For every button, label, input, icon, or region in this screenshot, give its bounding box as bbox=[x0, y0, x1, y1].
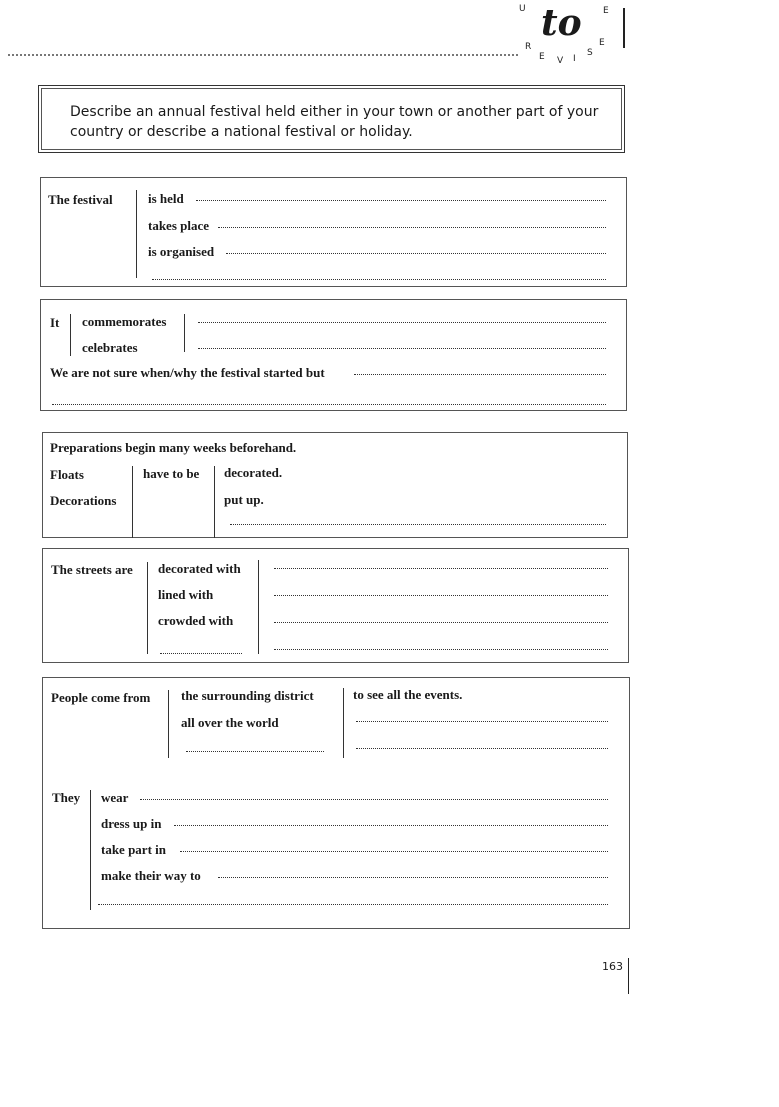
circle-letter: R bbox=[525, 42, 532, 52]
circle-letter: V bbox=[557, 56, 564, 66]
divider bbox=[70, 314, 71, 356]
subject-decorations: Decorations bbox=[50, 493, 117, 508]
answer-line[interactable] bbox=[174, 825, 608, 826]
answer-line[interactable] bbox=[180, 851, 608, 852]
answer-line[interactable] bbox=[140, 799, 608, 800]
verb-is-held: is held bbox=[148, 191, 184, 206]
circle-letter: E bbox=[539, 52, 545, 62]
answer-line[interactable] bbox=[354, 374, 606, 375]
festival-box bbox=[40, 177, 627, 287]
task-line-1: Describe an annual festival held either in your town or another part of your bbox=[70, 104, 599, 120]
festival-subject: The festival bbox=[48, 192, 113, 207]
people-box bbox=[42, 677, 630, 929]
divider bbox=[147, 562, 148, 654]
divider bbox=[90, 790, 91, 910]
answer-line[interactable] bbox=[230, 524, 606, 525]
place-world: all over the world bbox=[181, 715, 279, 730]
verb-have-to-be: have to be bbox=[143, 466, 200, 481]
verb-wear: wear bbox=[101, 790, 129, 805]
divider bbox=[136, 190, 137, 278]
answer-line[interactable] bbox=[218, 227, 606, 228]
purpose-text: to see all the events. bbox=[353, 687, 463, 702]
preparations-heading: Preparations begin many weeks beforehand. bbox=[50, 440, 297, 455]
answer-line[interactable] bbox=[98, 904, 608, 905]
footer-bar bbox=[628, 958, 629, 994]
answer-line[interactable] bbox=[274, 595, 608, 596]
started-sentence: We are not sure when/why the festival started but bbox=[50, 365, 325, 380]
divider bbox=[132, 466, 133, 538]
answer-line[interactable] bbox=[274, 568, 608, 569]
it-subject: It bbox=[50, 315, 60, 330]
answer-line[interactable] bbox=[274, 649, 608, 650]
circle-letter: S bbox=[587, 48, 593, 58]
subject-floats: Floats bbox=[50, 467, 84, 482]
answer-line[interactable] bbox=[356, 721, 608, 722]
circle-letter: I bbox=[573, 54, 576, 64]
outcome-put-up: put up. bbox=[224, 492, 264, 507]
answer-line[interactable] bbox=[218, 877, 608, 878]
circle-letter: E bbox=[603, 6, 609, 16]
answer-line[interactable] bbox=[152, 279, 606, 280]
verb-is-organised: is organised bbox=[148, 244, 215, 259]
task-line-2: country or describe a national festival or holiday. bbox=[70, 124, 413, 140]
answer-line[interactable] bbox=[226, 253, 606, 254]
verb-take-part-in: take part in bbox=[101, 842, 166, 857]
page-number: 163 bbox=[602, 960, 623, 973]
verb-commemorates: commemorates bbox=[82, 314, 167, 329]
logo-text: to bbox=[541, 2, 582, 44]
answer-line[interactable] bbox=[198, 322, 606, 323]
verb-crowded-with: crowded with bbox=[158, 613, 234, 628]
place-surrounding: the surrounding district bbox=[181, 688, 314, 703]
verb-dress-up-in: dress up in bbox=[101, 816, 162, 831]
answer-line[interactable] bbox=[160, 653, 242, 654]
streets-subject: The streets are bbox=[51, 562, 133, 577]
they-subject: They bbox=[52, 790, 81, 805]
divider bbox=[184, 314, 185, 352]
divider bbox=[168, 690, 169, 758]
divider bbox=[258, 560, 259, 654]
verb-lined-with: lined with bbox=[158, 587, 214, 602]
verb-decorated-with: decorated with bbox=[158, 561, 241, 576]
answer-line[interactable] bbox=[274, 622, 608, 623]
divider bbox=[214, 466, 215, 538]
verb-takes-place: takes place bbox=[148, 218, 210, 233]
answer-line[interactable] bbox=[198, 348, 606, 349]
answer-line[interactable] bbox=[196, 200, 606, 201]
answer-line[interactable] bbox=[186, 751, 324, 752]
people-subject: People come from bbox=[51, 690, 151, 705]
answer-line[interactable] bbox=[52, 404, 606, 405]
task-box bbox=[38, 85, 625, 153]
circle-letter: E bbox=[599, 38, 605, 48]
circle-letter: U bbox=[519, 4, 526, 14]
header-bar bbox=[623, 8, 625, 48]
header-dotted-rule bbox=[8, 54, 518, 56]
outcome-decorated: decorated. bbox=[224, 465, 283, 480]
revise-logo bbox=[515, 0, 615, 70]
verb-make-their-way-to: make their way to bbox=[101, 868, 201, 883]
verb-celebrates: celebrates bbox=[82, 340, 138, 355]
divider bbox=[343, 688, 344, 758]
answer-line[interactable] bbox=[356, 748, 608, 749]
